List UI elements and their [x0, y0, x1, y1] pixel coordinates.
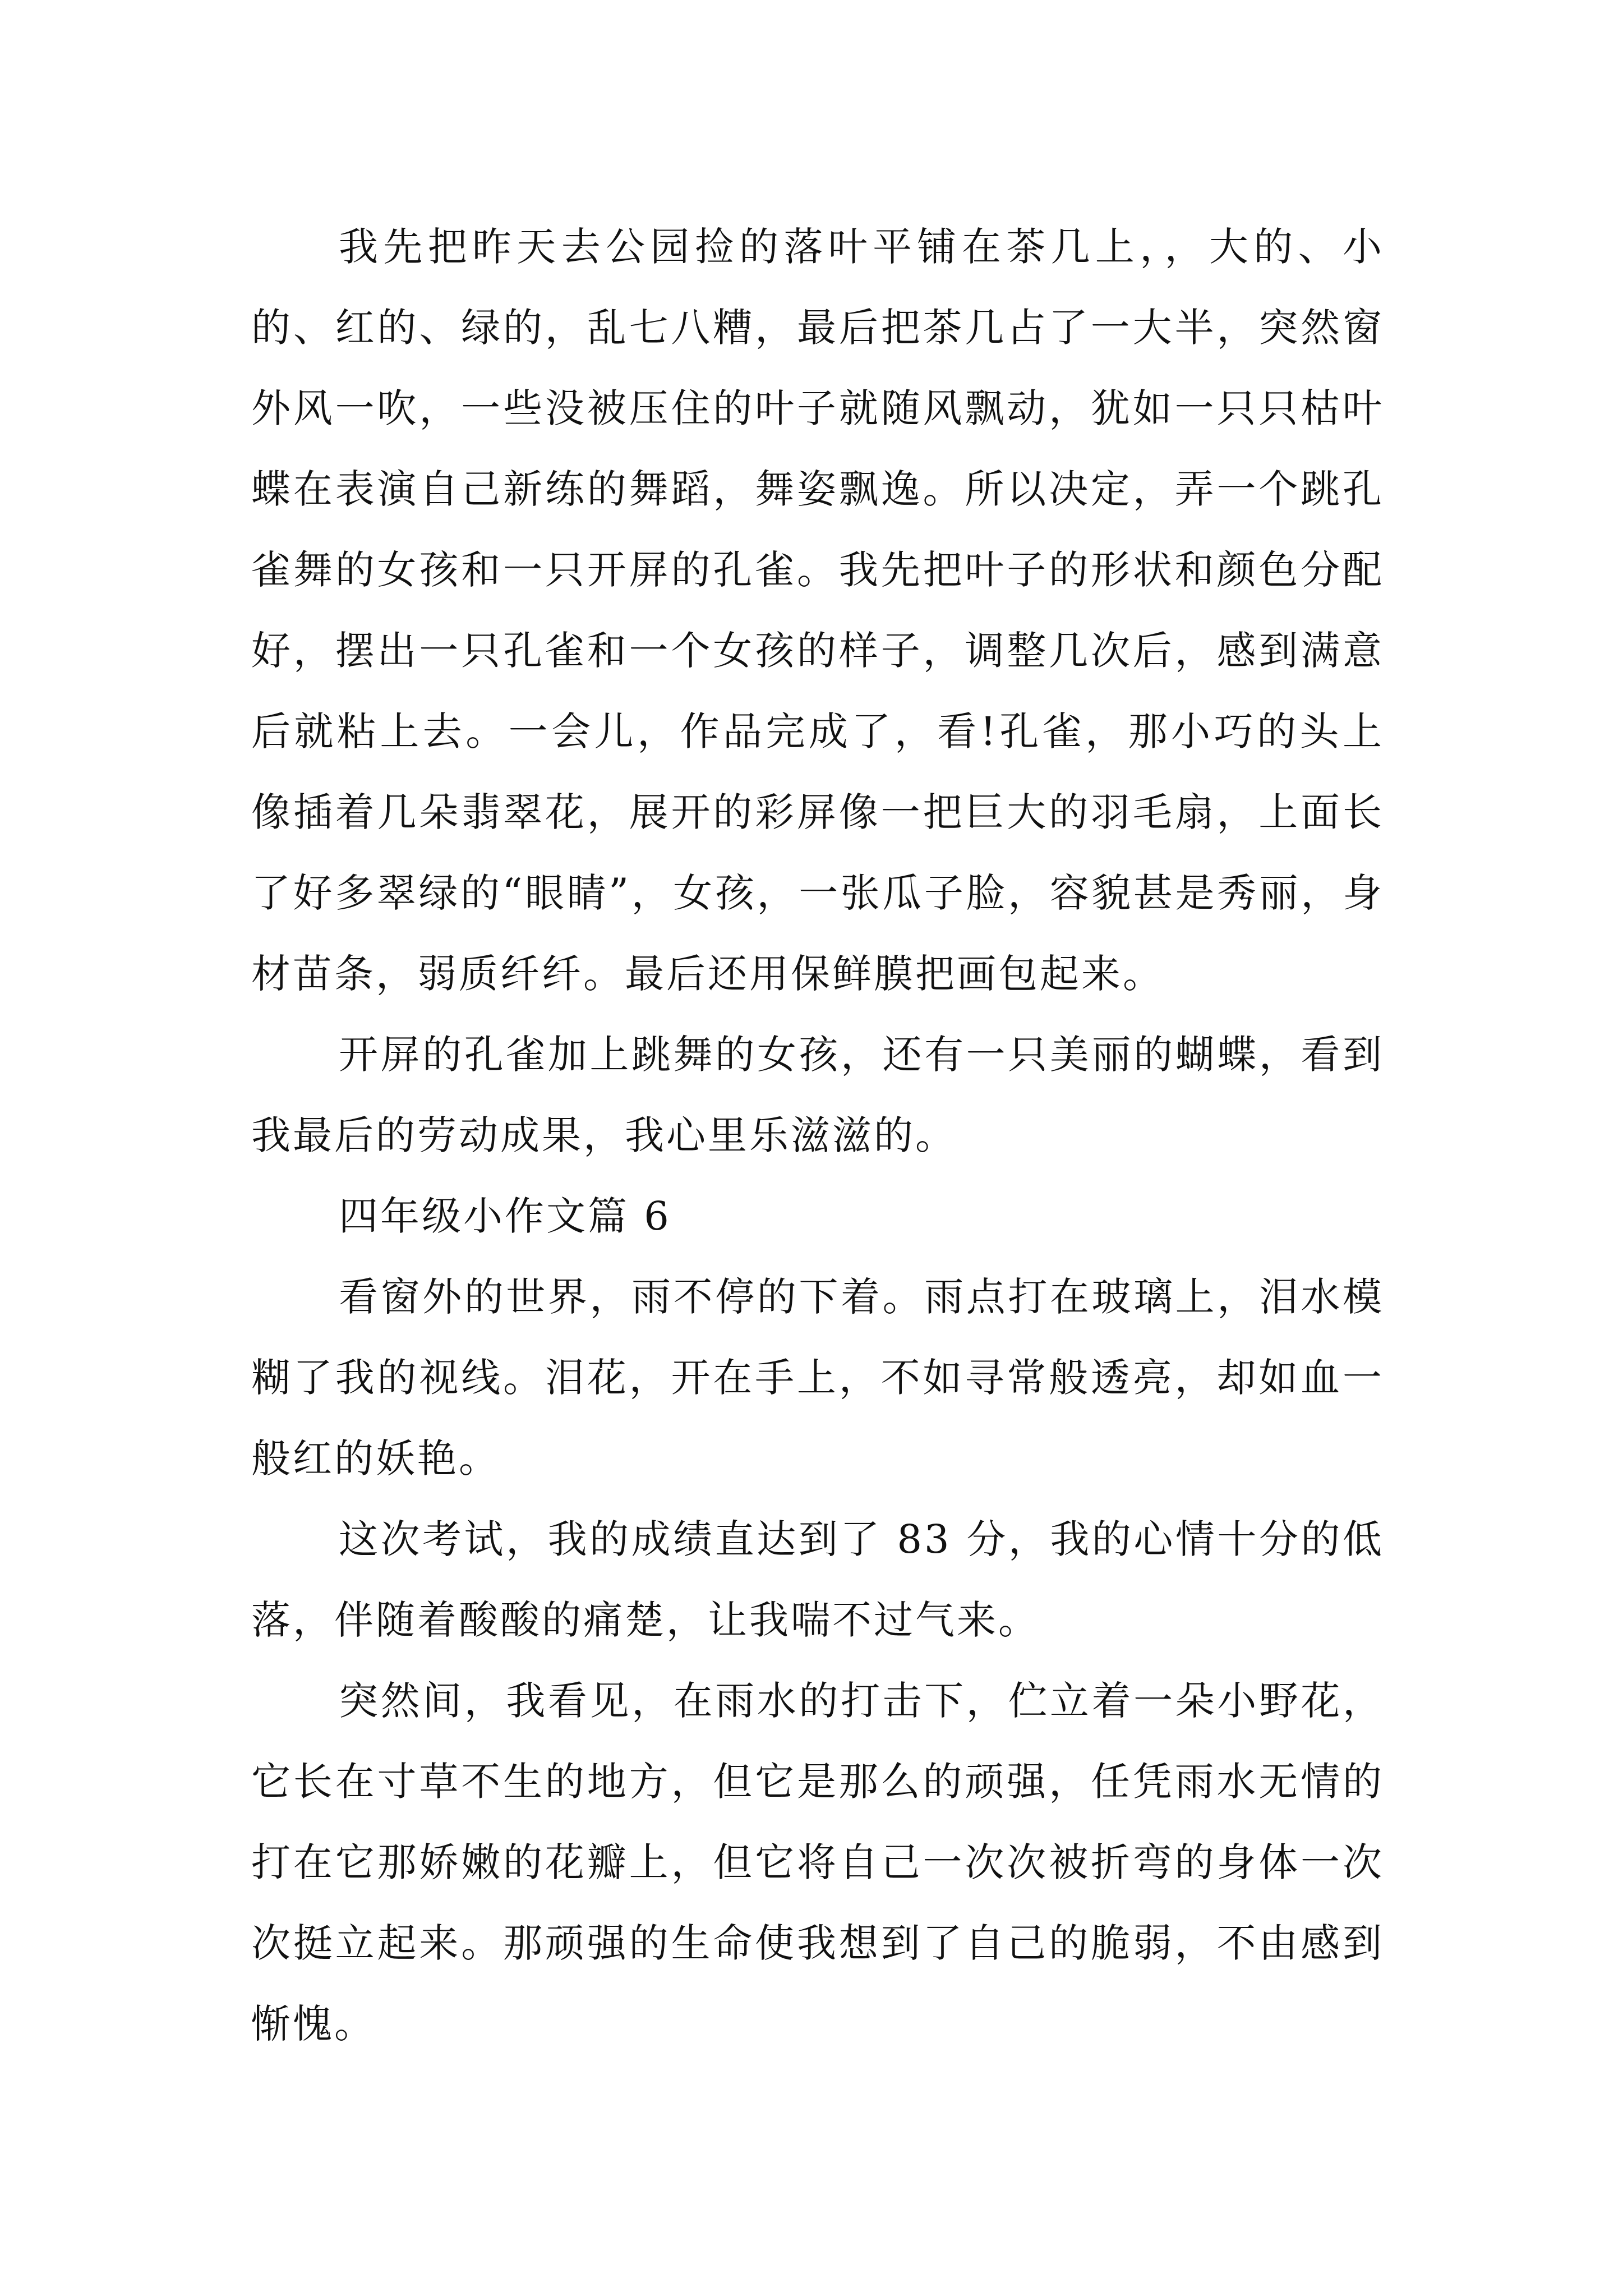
section-title: 四年级小作文篇 6: [339, 1193, 671, 1239]
document-body: [251, 206, 1384, 2064]
paragraph-result: 开屏的孔雀加上跳舞的女孩，还有一只美丽的蝴蝶，看到我最后的劳动成果，我心里乐滋滋的。: [251, 1032, 1384, 1158]
paragraph-wildflower: 突然间，我看见，在雨水的打击下，伫立着一朵小野花，它长在寸草不生的地方，但它是那么的顽强，任凭雨水无情的打在它那娇嫩的花瓣上，但它将自己一次次被折弯的身体一次次挺立起来。那顽强的生命使我想到了自己的脆弱，不由感到惭愧。: [251, 1678, 1384, 2047]
paragraph-rain: 看窗外的世界，雨不停的下着。雨点打在玻璃上，泪水模糊了我的视线。泪花，开在手上，不如寻常般透亮，却如血一般红的妖艳。: [251, 1274, 1384, 1481]
paragraph-exam: 这次考试，我的成绩直达到了 83 分，我的心情十分的低落，伴随着酸酸的痛楚，让我喘不过气来。: [251, 1516, 1384, 1643]
paragraph-leaf-collage: 我先把昨天去公园捡的落叶平铺在茶几上，，大的、小的、红的、绿的，乱七八糟，最后把茶几占了一大半，突然窗外风一吹，一些没被压住的叶子就随风飘动，犹如一只只枯叶蝶在表演自己新练的舞蹈，舞姿飘逸。所以决定，弄一个跳孔雀舞的女孩和一只开屏的孔雀。我先把叶子的形状和颜色分配好，摆出一只孔雀和一个女孩的样子，调整几次后，感到满意后就粘上去。一会儿，作品完成了，看!孔雀，那小巧的头上像插着几朵翡翠花，展开的彩屏像一把巨大的羽毛扇，上面长了好多翠绿的“眼睛”，女孩，一张瓜子脸，容貌甚是秀丽，身材苗条，弱质纤纤。最后还用保鲜膜把画包起来。: [251, 224, 1384, 997]
